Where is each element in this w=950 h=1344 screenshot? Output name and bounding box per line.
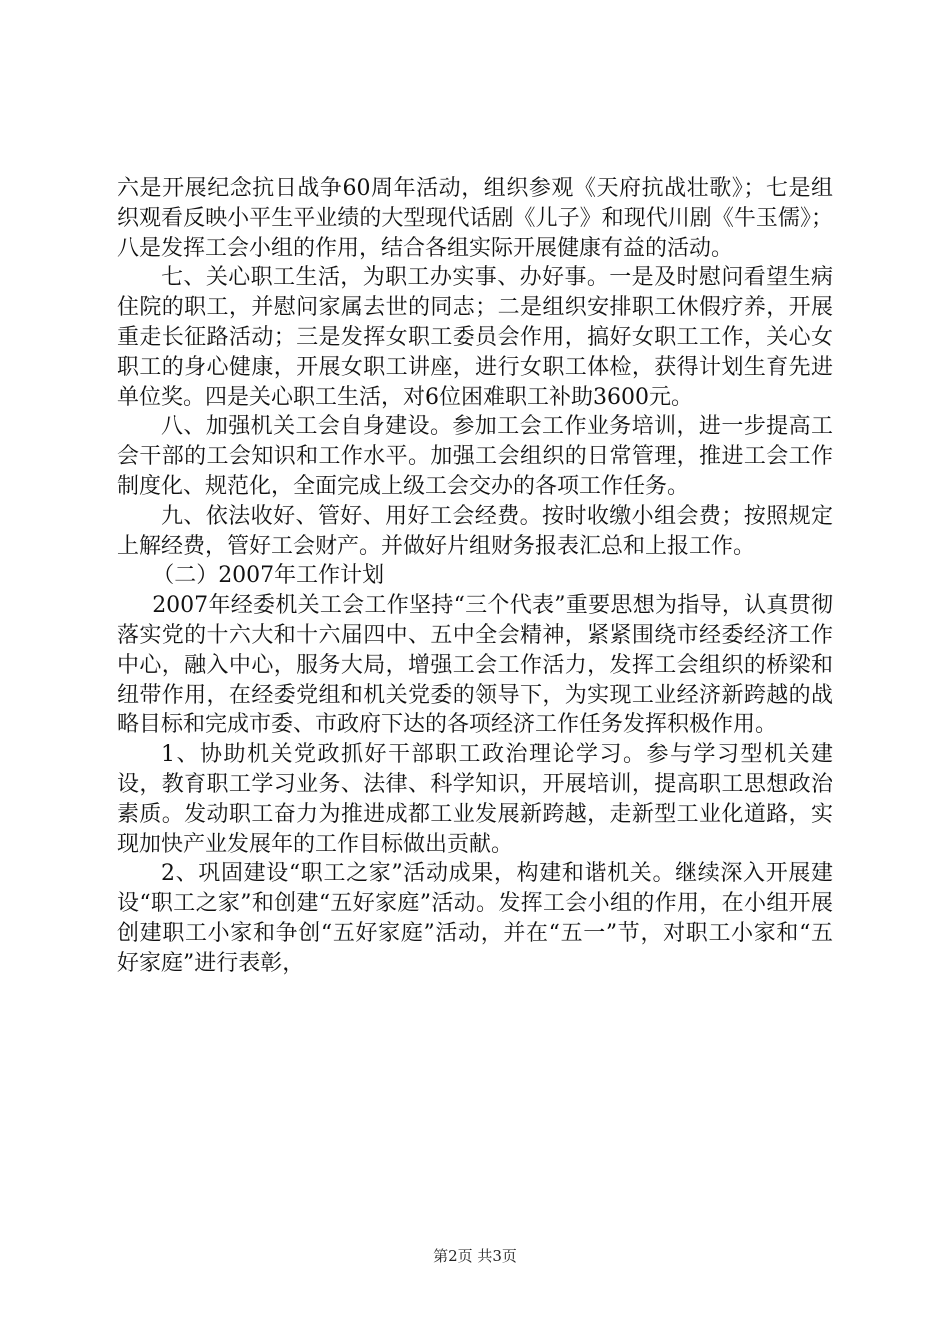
paragraph-2007-overview: 2007年经委机关工会工作坚持“三个代表”重要思想为指导，认真贯彻落实党的十六大和十六届四中、五中全会精神，紧紧围绕市经委经济工作中心，融入中心，服务大局，增强工会工作活力，发挥工会组织的桥梁和纽带作用，在经委党组和机关党委的领导下，为实现工业经济新跨越的战略目标和完成市委、市政府下达的各项经济工作任务发挥积极作用。 — [117, 593, 833, 738]
paragraph-plan-item-2: 2、巩固建设“职工之家”活动成果，构建和谐机关。继续深入开展建设“职工之家”和创建“五好家庭”活动。发挥工会小组的作用，在小组开展创建职工小家和争创“五好家庭”活动，并在“五一”节，对职工小家和“五好家庭”进行表彰， — [117, 861, 833, 976]
page-number-footer: 第2页 共3页 — [433, 1247, 517, 1265]
paragraph-activities-continued: 六是开展纪念抗日战争60周年活动，组织参观《天府抗战壮歌》；七是组织观看反映小平生平业绩的大型现代话剧《儿子》和现代川剧《牛玉儒》；八是发挥工会小组的作用，结合各组实际开展健康有益的活动。 — [117, 176, 833, 261]
paragraph-section-nine: 九、依法收好、管好、用好工会经费。按时收缴小组会费；按照规定上解经费，管好工会财产。并做好片组财务报表汇总和上报工作。 — [117, 503, 833, 559]
paragraph-section-seven: 七、关心职工生活，为职工办实事、办好事。一是及时慰问看望生病住院的职工，并慰问家属去世的同志；二是组织安排职工休假疗养，开展重走长征路活动；三是发挥女职工委员会作用，搞好女职工工作，关心女职工的身心健康，开展女职工讲座，进行女职工体检，获得计划生育先进单位奖。四是关心职工生活，对6位困难职工补助3600元。 — [117, 265, 833, 410]
paragraph-section-eight: 八、加强机关工会自身建设。参加工会工作业务培训，进一步提高工会干部的工会知识和工作水平。加强工会组织的日常管理，推进工会工作制度化、规范化，全面完成上级工会交办的各项工作任务。 — [117, 414, 833, 499]
section-heading-2007-plan: （二）2007年工作计划 — [152, 563, 385, 589]
paragraph-plan-item-1: 1、协助机关党政抓好干部职工政治理论学习。参与学习型机关建设，教育职工学习业务、法律、科学知识，开展培训，提高职工思想政治素质。发动职工奋力为推进成都工业发展新跨越，走新型工业化道路，实现加快产业发展年的工作目标做出贡献。 — [117, 742, 833, 857]
document-body — [117, 174, 833, 979]
